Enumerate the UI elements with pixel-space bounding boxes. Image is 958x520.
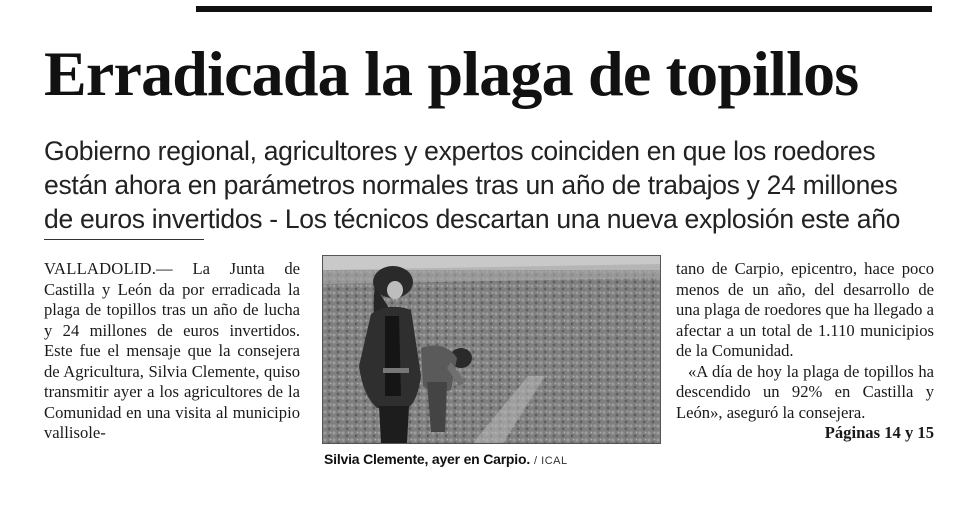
dateline: VALLADOLID.— (44, 259, 173, 278)
headline: Erradicada la plaga de topillos (44, 38, 859, 109)
caption-text: Silvia Clemente, ayer en Carpio. (324, 451, 531, 467)
body-column-right (676, 259, 934, 444)
subtitle (44, 134, 934, 236)
subtitle-divider (44, 239, 204, 240)
subtitle-line: de euros invertidos - Los técnicos descartan una nueva explosión este año (44, 204, 901, 234)
body-paragraph (676, 361, 934, 442)
subtitle-line: Gobierno regional, agricultores y expertos coinciden en que los roedores (44, 136, 876, 166)
body-paragraph: tano de Carpio, epicentro, hace poco menos de un año, del desarrollo de una plaga de roedores que ha llegado a afectar a un total de 1.110 municipios de la Comunidad. (676, 259, 934, 360)
body-column-left (44, 259, 300, 444)
photo-caption (324, 451, 568, 467)
top-rule (196, 6, 932, 12)
article-photo (322, 255, 661, 444)
body-text-left: La Junta de Castilla y León da por erradicada la plaga de topillos tras un año de lucha y 24 millones de euros invertidos. Este fue el mensaje que la consejera de Agricultura, Silvia Clemente, quiso transmitir ayer a los agricultores de la Comunidad en una visita al municipio vallisole- (44, 259, 300, 442)
page-reference: Páginas 14 y 15 (824, 423, 934, 442)
body-paragraph (44, 259, 300, 444)
subtitle-line: están ahora en parámetros normales tras un año de trabajos y 24 millones (44, 170, 898, 200)
quote-text: «A día de hoy la plaga de topillos ha descendido un 92% en Castilla y León», aseguró la consejera. (676, 361, 934, 422)
photo-credit: / ICAL (534, 455, 568, 467)
